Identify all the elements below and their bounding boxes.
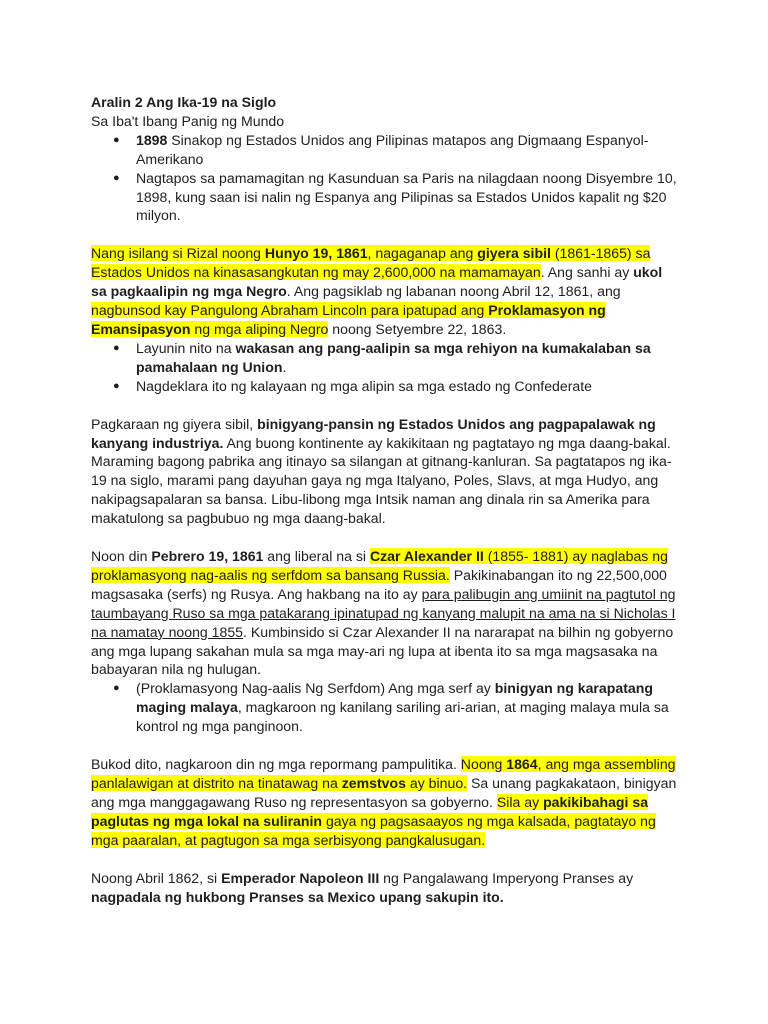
paragraph-gap [91, 736, 678, 755]
bold-text: ukol sa pagkaalipin ng mga Negro [91, 264, 663, 300]
list-item [136, 131, 678, 169]
body-text: noong Setyembre 22, 1863. [328, 320, 507, 337]
bold-text: binigyang-pansin ng Estados Unidos ang pagpapalawak ng kanyang industriya. [91, 415, 656, 451]
paragraph-gap [91, 850, 678, 869]
highlighted-text: Czar Alexander II (1855- 1881) ay naglabas ng proklamasyong nag-aalis ng serfdom sa bansang Russia. [91, 548, 668, 583]
philippines-bullet-list [91, 131, 678, 226]
year-bold: 1898 [136, 131, 168, 148]
highlighted-text: Sila ay pakikibahagi sa paglutas ng mga lokal na suliranin gaya ng pagsasaayos ng mga kalsada, pagtatayo ng mga paaralan, at pagtugon sa mga serbisyong pangkalusugan. [91, 793, 656, 848]
body-text: . Ang sanhi ay [540, 264, 634, 281]
paragraph-napoleon: Noong Abril 1862, si Emperador Napoleon III ng Pangalawang Imperyong Pranses ay nagpadala ng hukbong Pranses sa Mexico upang sakupin ito. [91, 869, 634, 905]
lesson-title: Aralin 2 Ang Ika-19 na Siglo [91, 94, 277, 110]
paragraph-russia: Noon din Pebrero 19, 1861 ang liberal na si Czar Alexander II (1855- 1881) ay naglabas ng proklamasyong nag-aalis ng serfdom sa bansang Russia. Pakikinabangan ito ng 22,500,000 magsasaka (serfs) ng Rusya. Ang hakbang na ito ay para palibugin ang umiinit na pagtutol ng taumbayang Ruso sa mga patakarang ipinatupad ng kanyang malupit na ama na si Nicholas I na namatay noong 1855. Kumbinsido si Czar Alexander II na nararapat na bilhin ng gobyerno ang mga lupang sakahan mula sa mga may-ari ng lupa at ibenta ito sa mga magsasaka na babayaran nila ng hulugan. [91, 548, 676, 678]
bold-text: nagpadala ng hukbong Pranses sa Mexico upang sakupin ito. [91, 888, 504, 905]
list-item-text: Nagtapos sa pamamagitan ng Kasunduan sa Paris na nilagdaan noong Disyembre 10, 1898, kung saan isi nalin ng Espanya ang Pilipinas sa Estados Unidos kapalit ng $20 milyon. [136, 169, 677, 224]
paragraph-reforms: Bukod dito, nagkaroon din ng mga repormang pampulitika. Noong 1864, ang mga assembling panlalawigan at distrito na tinatawag na zemstvos ay binuo. Sa unang pagkakataon, binigyan ang mga manggagawang Ruso ng representasyon sa gobyerno. Sila ay pakikibahagi sa paglutas ng mga lokal na suliranin gaya ng pagsasaayos ng mga kalsada, pagtatayo ng mga paaralan, at pagtugon sa mga serbisyong pangkalusugan. [91, 756, 677, 848]
body-text: . Ang pagsiklab ng labanan noong Abril 12, 1861, ang [286, 283, 621, 300]
paragraph-industry: Pagkaraan ng giyera sibil, binigyang-pansin ng Estados Unidos ang pagpapalawak ng kanyang industriya. Ang buong kontinente ay kakikitaan ng pagtatayo ng mga daang-bakal. Maraming bagong pabrika ang itinayo sa silangan at gitnang-kanluran. Sa pagtatapos ng ika-19 na siglo, marami pang dayuhan gaya ng mga Italyano, Poles, Slavs, at mga Hudyo, ang nakipagsapalaran sa bansa. Libu-libong mga Intsik naman ang dinala rin sa Amerika para makatulong sa pagbubuo ng mga daang-bakal. [91, 415, 672, 527]
paragraph-gap [91, 225, 678, 244]
list-item: ● Layunin nito na wakasan ang pang-aalipin sa mga rehiyon na kumakalaban sa pamahalaan ng Union. [136, 339, 678, 377]
highlighted-text: Nang isilang si Rizal noong Hunyo 19, 1861, nagaganap ang giyera sibil (1861-1865) sa Estados Unidos na kinasasangkutan ng may 2,600,000 na mamamayan [91, 245, 651, 281]
list-item [136, 169, 678, 226]
serfdom-bullet-list [91, 679, 678, 736]
paragraph-gap [91, 528, 678, 547]
list-item: ● (Proklamasyong Nag-aalis Ng Serfdom) Ang mga serf ay binigyan ng karapatang maging malaya, magkaroon ng kanilang sariling ari-arian, at maging malaya mula sa kontrol ng mga panginoon. [136, 679, 678, 736]
paragraph-gap [91, 396, 678, 415]
highlighted-text: nagbunsod kay Pangulong Abraham Lincoln para ipatupad ang Proklamasyon ng Emansipasyon ng mga aliping Negro [91, 302, 606, 337]
lesson-subtitle: Sa Iba't Ibang Panig ng Mundo [91, 112, 285, 129]
list-item-text: Sinakop ng Estados Unidos ang Pilipinas matapos ang Digmaang Espanyol-Amerikano [136, 131, 649, 167]
emancipation-bullet-list [91, 339, 678, 396]
list-item: ● Nagdeklara ito ng kalayaan ng mga alipin sa mga estado ng Confederate [136, 377, 678, 396]
paragraph-civil-war [91, 244, 678, 339]
underlined-text: para palibugin ang umiinit na pagtutol ng taumbayang Ruso sa mga patakarang ipinatupad ng kanyang malupit na ama na si Nicholas I na namatay noong 1855 [91, 585, 676, 640]
highlighted-text: Noong 1864, ang mga assembling panlalawigan at distrito na tinatawag na zemstvos ay binuo. [91, 756, 676, 791]
bold-text: Pebrero 19, 1861 [151, 548, 264, 565]
bold-text: Emperador Napoleon III [221, 869, 380, 886]
